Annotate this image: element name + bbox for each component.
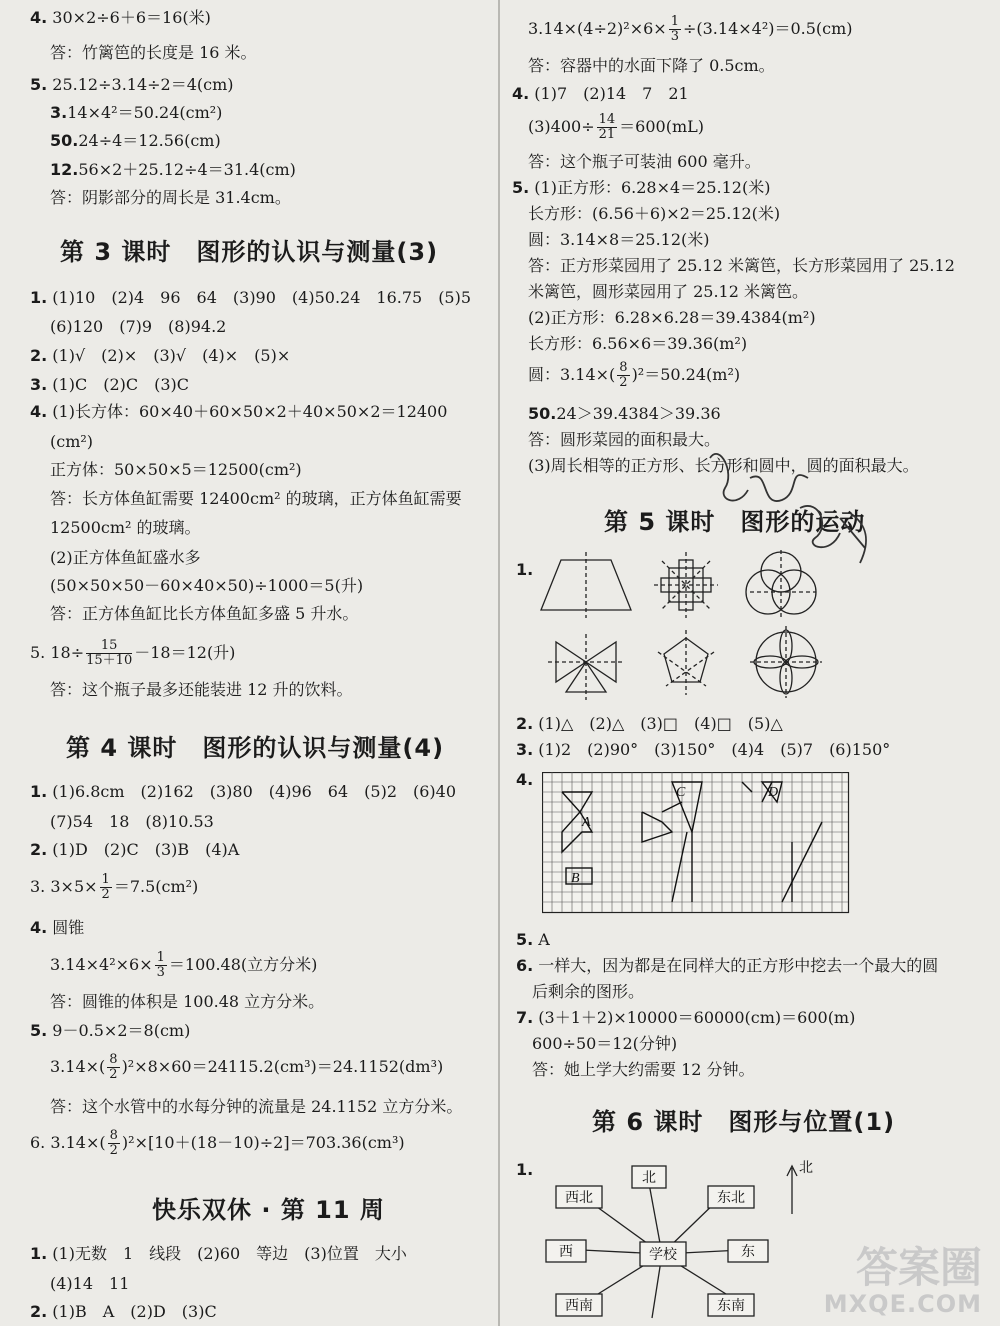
answer-line: 50.24＞39.4384＞39.36 [528, 404, 721, 423]
answer-line: 4. 30×2÷6＋6＝16(米) [30, 8, 211, 27]
item-number: 7. [516, 1008, 534, 1027]
answer-line: 答：长方体鱼缸需要 12400cm² 的玻璃，正方体鱼缸需要 [50, 489, 462, 508]
item-number: 6. [516, 956, 534, 975]
denominator: 21 [598, 127, 616, 142]
fraction [108, 1129, 120, 1158]
numerator: 8 [109, 1128, 118, 1143]
answer-line: 12500cm² 的玻璃。 [50, 518, 201, 537]
section-heading: 第 6 课时 图形与位置(1) [592, 1108, 896, 1136]
label-north: 北 [642, 1170, 656, 1186]
item-number: 50. [50, 131, 79, 150]
answer-line [30, 1128, 405, 1158]
answer-line: 3. (1)2 (2)90° (3)150° (4)4 (5)7 (6)150° [516, 740, 891, 759]
answer-line [528, 360, 740, 390]
answer-line [516, 1160, 533, 1180]
answer-line: (4)14 11 [50, 1274, 130, 1293]
item-number: 3. [30, 375, 48, 394]
label-southwest: 西南 [565, 1298, 593, 1314]
fraction [100, 873, 112, 902]
handwritten-scribble [690, 438, 890, 588]
answer-line [516, 770, 533, 790]
answer-line: (2)正方形：6.28×6.28＝39.4384(m²) [528, 308, 816, 327]
pentagon-shape [658, 630, 714, 695]
item-number: 4. [30, 8, 48, 27]
answer-line: (2)正方体鱼缸盛水多 [50, 548, 201, 567]
denominator: 3 [156, 965, 165, 980]
answer-line: 长方形：(6.56＋6)×2＝25.12(米) [528, 204, 781, 223]
answer-line: 答：正方形菜园用了 25.12 米篱笆，长方形菜园用了 25.12 [528, 256, 955, 275]
label-west: 西 [559, 1244, 573, 1260]
item-number: 4. [512, 84, 530, 103]
answer-line: 7. (3＋1＋2)×10000＝60000(cm)＝600(m) [516, 1008, 856, 1027]
answer-line: 5. 25.12÷3.14÷2＝4(cm) [30, 75, 234, 94]
column-divider [498, 0, 500, 1326]
answer-line: 2. (1)√ (2)× (3)√ (4)× (5)× [30, 346, 291, 365]
fraction [155, 951, 167, 980]
section-heading: 快乐双休 · 第 11 周 [152, 1196, 385, 1224]
text: 圆：3.14×( [528, 365, 616, 384]
answer-line [516, 560, 533, 580]
fraction [617, 361, 629, 390]
transformation-grid [542, 772, 852, 914]
compass-diagram [542, 1158, 842, 1326]
answer-line: 4. 圆锥 [30, 918, 85, 937]
answer-line [30, 872, 198, 902]
numerator: 1 [670, 14, 679, 29]
fraction [597, 113, 618, 142]
text: 3.14×4²×6× [50, 955, 153, 974]
item-number: 4. [516, 770, 534, 789]
answer-line: 1. (1)6.8cm (2)162 (3)80 (4)96 64 (5)2 (6)40 [30, 782, 457, 801]
answer-line: 长方形：6.56×6＝39.36(m²) [528, 334, 748, 353]
answer-line: (50×50×50－60×40×50)÷1000＝5(升) [50, 576, 364, 595]
answer-line: 1. (1)无数 1 线段 (2)60 等边 (3)位置 大小 [30, 1244, 407, 1263]
text: ＝100.48(立方分米) [168, 955, 318, 974]
fraction [86, 639, 132, 668]
fraction [669, 15, 681, 44]
answer-line: 50.24÷4＝12.56(cm) [50, 131, 221, 150]
numerator: 8 [109, 1052, 118, 1067]
north-arrow-label: 北 [799, 1160, 813, 1176]
section-heading: 第 5 课时 图形的运动 [604, 508, 866, 536]
answer-line: 6. 一样大，因为都是在同样大的正方形中挖去一个最大的圆 [516, 956, 939, 975]
label-b: B [571, 871, 580, 886]
answer-line: 3.14×4²＝50.24(cm²) [50, 103, 223, 122]
watermark-url: MXQE.COM [823, 1290, 982, 1318]
answer-line: (7)54 18 (8)10.53 [50, 812, 214, 831]
answer-line: 答：圆锥的体积是 100.48 立方分米。 [50, 992, 325, 1011]
text: )²×[10＋(18－10)÷2]＝703.36(cm³) [121, 1133, 405, 1152]
answer-line: (6)120 (7)9 (8)94.2 [50, 317, 227, 336]
item-number: 12. [50, 160, 79, 179]
answer-line: 后剩余的图形。 [532, 982, 645, 1001]
watermark [823, 1243, 982, 1318]
flower-circle-shape [750, 626, 822, 698]
answer-line: 5. A [516, 930, 550, 949]
answer-line: 1. (1)10 (2)4 96 64 (3)90 (4)50.24 16.75 (5)5 [30, 288, 472, 307]
label-d: D [768, 785, 779, 800]
item-number: 1. [30, 782, 48, 801]
fraction [107, 1053, 119, 1082]
answer-line: (3)周长相等的正方形、长方形和圆中，圆的面积最大。 [528, 456, 919, 475]
item-number: 50. [528, 404, 557, 423]
item-number: 2. [516, 714, 534, 733]
item-number: 4. [30, 918, 48, 937]
denominator: 2 [109, 1067, 118, 1082]
text: 3. 3×5× [30, 877, 98, 896]
answer-line: 5. (1)正方形：6.28×4＝25.12(米) [512, 178, 771, 197]
item-number: 3. [516, 740, 534, 759]
answer-line: 圆：3.14×8＝25.12(米) [528, 230, 710, 249]
text: 5. 18÷ [30, 643, 85, 662]
answer-line [528, 14, 853, 44]
denominator: 2 [109, 1143, 118, 1158]
text: ＝7.5(cm²) [113, 877, 199, 896]
answer-line [528, 112, 704, 142]
watermark-logo: 答案圈 [855, 1243, 982, 1292]
answer-line: 4. (1)7 (2)14 7 21 [512, 84, 689, 103]
section-heading: 第 4 课时 图形的认识与测量(4) [66, 734, 445, 762]
numerator: 15 [86, 639, 132, 654]
answer-line: 答：阴影部分的周长是 31.4cm。 [50, 188, 291, 207]
item-number: 1. [30, 1244, 48, 1263]
answer-line: 答：容器中的水面下降了 0.5cm。 [528, 56, 775, 75]
answer-line: 5. 9－0.5×2＝8(cm) [30, 1021, 191, 1040]
item-number: 1. [30, 288, 48, 307]
answer-line: 2. (1)B A (2)D (3)C [30, 1302, 217, 1321]
section-heading: 第 3 课时 图形的认识与测量(3) [60, 238, 439, 266]
numerator: 8 [619, 360, 628, 375]
item-number: 1. [516, 560, 534, 579]
denominator: 2 [619, 375, 628, 390]
text: )²＝50.24(m²) [631, 365, 741, 384]
numerator: 1 [156, 950, 165, 965]
text: 3.14×( [50, 1057, 106, 1076]
text: ÷(3.14×4²)＝0.5(cm) [682, 19, 853, 38]
label-a: A [582, 815, 591, 830]
text: 6. 3.14×( [30, 1133, 106, 1152]
label-school: 学校 [649, 1247, 677, 1263]
item-number: 2. [30, 840, 48, 859]
item-number: 2. [30, 1302, 48, 1321]
label-c: C [676, 785, 686, 800]
answer-line: 答：她上学大约需要 12 分钟。 [532, 1060, 755, 1079]
answer-line: 600÷50＝12(分钟) [532, 1034, 678, 1053]
item-number: 5. [30, 75, 48, 94]
answer-line: 答：正方体鱼缸比长方体鱼缸多盛 5 升水。 [50, 604, 359, 623]
answer-line [50, 950, 317, 980]
item-number: 2. [30, 346, 48, 365]
text: ＝600(mL) [619, 117, 704, 136]
item-number: 5. [512, 178, 530, 197]
answer-line [50, 1052, 443, 1082]
numerator: 14 [598, 112, 616, 127]
item-number: 4. [30, 402, 48, 421]
item-number: 5. [516, 930, 534, 949]
answer-line: 4. (1)长方体：60×40＋60×50×2＋40×50×2＝12400 [30, 402, 448, 421]
label-southeast: 东南 [717, 1298, 745, 1314]
numerator: 1 [101, 872, 110, 887]
text: )²×8×60＝24115.2(cm³)＝24.1152(dm³) [121, 1057, 444, 1076]
answer-line: 米篱笆，圆形菜园用了 25.12 米篱笆。 [528, 282, 808, 301]
text: －18＝12(升) [134, 643, 236, 662]
text: (3)400÷ [528, 117, 595, 136]
label-northwest: 西北 [565, 1190, 593, 1206]
answer-line: (cm²) [50, 432, 94, 451]
item-number: 1. [516, 1160, 534, 1179]
denominator: 2 [101, 887, 110, 902]
triangle-windmill-shape [548, 634, 624, 700]
answer-line: 答：竹篱笆的长度是 16 米。 [50, 43, 257, 62]
answer-line: 3. (1)C (2)C (3)C [30, 375, 190, 394]
answer-line: 2. (1)D (2)C (3)B (4)A [30, 840, 240, 859]
answer-line: 2. (1)△ (2)△ (3)□ (4)□ (5)△ [516, 714, 783, 733]
denominator: 3 [670, 29, 679, 44]
denominator: 15＋10 [86, 653, 133, 668]
answer-line: 正方体：50×50×5＝12500(cm²) [50, 460, 302, 479]
answer-line: 答：圆形菜园的面积最大。 [528, 430, 721, 449]
text: 3.14×(4÷2)²×6× [528, 19, 667, 38]
answer-line: 答：这个瓶子可装油 600 毫升。 [528, 152, 761, 171]
answer-line: 12.56×2＋25.12÷4＝31.4(cm) [50, 160, 296, 179]
item-number: 3. [50, 103, 68, 122]
grid-frame [543, 773, 849, 913]
answer-line: 答：这个瓶子最多还能装进 12 升的饮料。 [50, 680, 353, 699]
answer-line: 答：这个水管中的水每分钟的流量是 24.1152 立方分米。 [50, 1097, 463, 1116]
answer-line [30, 638, 235, 668]
label-northeast: 东北 [717, 1190, 745, 1206]
label-east: 东 [741, 1244, 755, 1260]
item-number: 5. [30, 1021, 48, 1040]
